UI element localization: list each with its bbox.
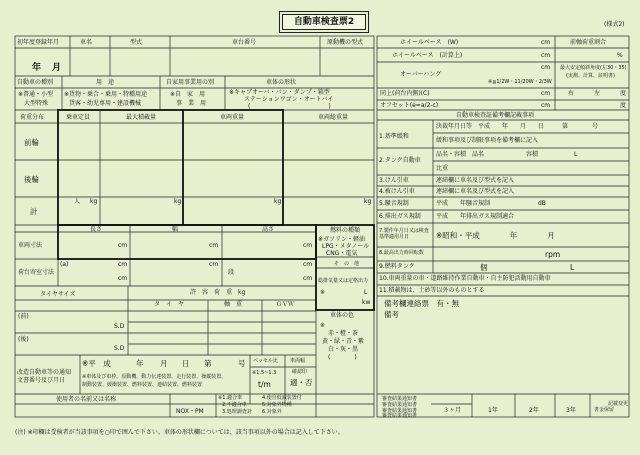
- modify-items-1: ※車体及び車枠、原動機、動力伝達装置、走行装置、操縦装置、: [82, 374, 227, 380]
- remark-1-line-1: 決裁年月日等 平成 年 月 日 第 号: [436, 123, 599, 130]
- user-name-label: 使用者の名前又は名称: [56, 396, 117, 403]
- remark-8-label: 8.最高出力時回転数: [379, 250, 424, 256]
- design-check-2[interactable]: 2.不適合車: [222, 402, 247, 408]
- business-option[interactable]: 事 業 用: [176, 100, 207, 107]
- overhang-cm: cm: [541, 64, 551, 71]
- cm-7: cm: [118, 275, 128, 282]
- vehicle-kind-label: 自動車の種別: [17, 79, 54, 86]
- wheelbase-label: ホイールベース (W): [400, 39, 459, 46]
- modify-dai: 第: [204, 359, 212, 368]
- cargo-dims-label: 荷台寄室寸法: [18, 269, 55, 276]
- axle-weight-label: 軸 重: [224, 301, 243, 308]
- modify-year: 年: [136, 359, 144, 368]
- kind-option-1[interactable]: ※普通・小型: [18, 91, 54, 98]
- remark-3-line-1: 連結欄に車名及び型式を記入: [436, 177, 515, 184]
- fuel-option-1[interactable]: ※ガソリン・軽油: [318, 236, 366, 243]
- period-1year: 1年: [488, 407, 498, 414]
- form-title: 自動車検査票2: [282, 14, 366, 30]
- modify-day: 日: [182, 359, 190, 368]
- private-option[interactable]: ※自 家 用: [170, 91, 206, 98]
- remark-9-line-1: 個 L: [480, 263, 575, 272]
- remark-2-label: 2.タンク自動車: [379, 157, 421, 164]
- sd-front: S.D: [114, 323, 125, 330]
- cm-5: cm: [209, 261, 219, 268]
- result-notice-4: 審査結果通知書: [382, 413, 418, 419]
- overhang-label: オーバーハング: [400, 71, 442, 78]
- engine-model-label: 原動機の型式: [327, 39, 364, 46]
- result-notice-3: 審査結果通知書: [382, 408, 418, 414]
- model-label: 型式: [130, 39, 143, 46]
- unit-kg-4: kg: [364, 198, 372, 205]
- front-tire-label: (前): [18, 313, 29, 320]
- remark-2-line-2: 比重: [436, 165, 449, 172]
- body-color-title: 車体の色: [330, 312, 355, 319]
- period-3months: ３ヶ月: [443, 407, 462, 414]
- tire-size-label: タイヤサイズ: [40, 291, 76, 298]
- remark-7-label: 7.製作年月日又は検査基準適用月日: [379, 228, 429, 240]
- a-label: (a): [60, 261, 69, 268]
- fuel-option-2[interactable]: LPG・メタノール: [322, 243, 370, 250]
- footer-note: (注) ※印欄は受検者が当該事項を○印で囲んで下さい。車体の形状欄については、該当事項以外の場合は記入して下さい。: [15, 429, 344, 436]
- load-distribution-label: 荷重分布: [20, 114, 45, 121]
- fuel-option-3[interactable]: CNG・電気: [326, 250, 358, 257]
- remarks-contact: 備考欄連絡票 有・無: [384, 299, 459, 308]
- remark-3-label: 3.けん引車: [379, 177, 409, 184]
- max-safe-angle: 最大安定傾斜角度(左30・35): [560, 65, 627, 71]
- exhaust-mark: ※: [320, 289, 326, 296]
- record-change-label: 記載変更: [608, 401, 629, 407]
- color-option-1[interactable]: 赤・橙・茶: [328, 330, 359, 337]
- remarks-bikou: 備考: [384, 310, 399, 319]
- color-mark: ※: [320, 322, 326, 329]
- modify-go: 号: [238, 359, 246, 368]
- height-label: 高さ: [262, 226, 275, 233]
- capacity-label: 乗車定員: [66, 114, 91, 121]
- offset-label: オフセット(e=a/2-c): [380, 102, 439, 109]
- angle-degree-1: 度: [620, 90, 627, 97]
- wheelbase-calc-cm: cm: [541, 52, 551, 59]
- modify-items-2: 制動装置、緩衝装置、燃料装置、連結装置、燃料装置: [82, 382, 203, 388]
- month-label: 月: [52, 63, 62, 73]
- first-registration-label: 初年度登録年月: [17, 39, 60, 46]
- body-shape-option-1[interactable]: ※キャブオーバ・バン・ダンプ・箱型: [229, 89, 330, 96]
- fuel-option-other[interactable]: そ の 他: [334, 261, 360, 267]
- remark-6-label: 6.排出ガス規制: [379, 213, 421, 220]
- bessel-label: ベッセル比: [253, 358, 279, 364]
- period-3years: 3年: [566, 407, 576, 414]
- remark-9-label: 9.燃料タンク: [379, 263, 415, 270]
- fuel-title: 燃料の種類: [330, 227, 361, 234]
- cm-6: cm: [303, 261, 313, 268]
- use-option-2[interactable]: 貨客・幼児専用・建設機械: [69, 100, 142, 107]
- use-option-1[interactable]: ※貨物・乗合・乗用・特種用途: [64, 91, 148, 98]
- unit-kg-2: kg: [174, 198, 182, 205]
- unit-l: L: [364, 289, 368, 296]
- remark-4-line-1: 連結欄に車名及び型式を記入: [436, 188, 515, 195]
- confirm-stamp-label: 確認印: [292, 369, 308, 375]
- design-check-6[interactable]: 6.対象外: [262, 409, 282, 415]
- cm-1: cm: [118, 242, 128, 249]
- private-business-label: 自家用事業用の別: [166, 79, 215, 86]
- nox-pm-label: NOX・PM: [176, 408, 204, 415]
- modify-era: ※平 成: [82, 359, 111, 368]
- bessel-unit: t/m: [258, 380, 271, 389]
- period-2years: 2年: [529, 407, 539, 414]
- pass-fail-label: 適・否: [290, 378, 313, 387]
- angle-left: 左: [594, 90, 601, 97]
- wheelbase-cm: cm: [541, 39, 551, 46]
- front-wheel-label: 前輪: [24, 138, 39, 147]
- body-shape-other[interactable]: ( ): [248, 103, 331, 110]
- tire-head-label: タ イ ヤ: [154, 301, 185, 308]
- design-check-5[interactable]: 5.対象外特種: [262, 402, 292, 408]
- sd-rear: S.D: [114, 345, 125, 352]
- length-label: 長さ: [90, 226, 103, 233]
- chassis-number-label: 車台番号: [232, 39, 257, 46]
- cm-4: cm: [118, 261, 128, 268]
- remark-6-line-1: 平成 年排出ガス規制適合: [436, 213, 515, 220]
- body-shape-label: 車体の形状: [266, 79, 297, 86]
- gross-weight-label: 車両総重量: [318, 114, 349, 121]
- vehicle-width-label: 車両幅: [290, 358, 306, 364]
- front-axle-rate-label: 前軸荷重割合: [570, 39, 607, 46]
- result-notice-1: 審査結果通知書: [382, 396, 418, 402]
- angle-degree-2: 度: [620, 102, 627, 109]
- unit-person: 人: [74, 198, 81, 205]
- cm-3: cm: [303, 242, 313, 249]
- design-check-4[interactable]: 4.使自低減装置付: [262, 395, 302, 401]
- cargo-inner-cm: cm: [541, 90, 551, 97]
- car-name-label: 車名: [80, 39, 93, 46]
- kind-option-2[interactable]: 大型特殊: [24, 100, 49, 107]
- cargo-inner-label: 同上(荷台内側)(C): [380, 90, 430, 97]
- design-check-3[interactable]: 3.処理調査対: [222, 409, 252, 415]
- exhaust-title: 総排気量又は定格出力: [318, 278, 369, 284]
- use-label: 用 途: [96, 79, 115, 86]
- percent-unit: %: [617, 52, 623, 59]
- remarks-title: 自動車検査証備考欄記載事項: [456, 112, 535, 119]
- dan-label: 段: [228, 269, 235, 276]
- modify-month: 月: [160, 359, 168, 368]
- color-option-2[interactable]: 黄・緑・青・紫: [322, 338, 365, 345]
- unit-kg-1: kg: [90, 198, 98, 205]
- color-option-other[interactable]: ( ): [328, 354, 357, 361]
- max-safe-method: (実測、計算、証明書): [566, 73, 615, 79]
- remark-1-line-2: 緩和事項及び制限事項を備考欄に記入: [436, 137, 539, 144]
- vehicle-weight-label: 車両重量: [220, 114, 245, 121]
- cm-2: cm: [209, 242, 219, 249]
- remark-8-line-1: rpm: [545, 250, 561, 259]
- vehicle-dims-label: 車両寸法: [18, 242, 43, 249]
- gvw-label: ＧＶＷ: [276, 301, 295, 308]
- unit-kw: kw: [362, 299, 371, 306]
- remark-4-label: 4.被けん引車: [379, 188, 415, 195]
- offset-cm: cm: [541, 102, 551, 109]
- fee-hold-label: 書金保留: [594, 407, 615, 413]
- overhang-note: ※≦1/2W・11/20W・2/3W: [488, 79, 552, 85]
- remark-7-line-1: ※昭和・平成 年 月: [436, 231, 555, 240]
- year-label: 年: [32, 63, 42, 73]
- cm-8: cm: [303, 275, 313, 282]
- permit-load-label: 許 容 荷 重 kg: [190, 289, 246, 296]
- result-notice-2: 審査結果通知書: [382, 402, 418, 408]
- remark-5-label: 5.騒音規制: [379, 200, 409, 207]
- angle-right: 右: [568, 90, 575, 97]
- unit-kg-3: kg: [274, 198, 282, 205]
- modify-label-1: 改造自動車等の通知: [17, 369, 72, 376]
- form-number: (様式2): [604, 21, 625, 28]
- remark-10-label: 10.車両重量の車・道路維持作業自動車・自主防犯活動用自動車: [379, 275, 551, 282]
- body-shape-option-2[interactable]: ステーションワゴン・オートバイ: [244, 96, 334, 103]
- remark-11-label: 11.積載物は、土砂等以外のものとする: [379, 287, 485, 294]
- rear-wheel-label: 後輪: [24, 175, 39, 184]
- design-check-1[interactable]: ※1.適合車: [218, 395, 242, 401]
- color-option-3[interactable]: 白・灰・黒: [328, 346, 359, 353]
- wheelbase-calc-label: ホイールベース (計算上): [392, 52, 463, 59]
- width-label: 幅: [172, 226, 179, 233]
- max-load-label: 最大積載量: [126, 114, 157, 121]
- total-label: 計: [30, 207, 38, 216]
- remark-1-label: 1.基準緩和: [379, 133, 409, 140]
- modify-label-2: 文書番号及び月日: [17, 377, 66, 384]
- rear-tire-label: (後): [18, 336, 29, 343]
- remark-2-line-1: 品名・容積 品名 容積 L: [436, 151, 578, 158]
- bessel-range: ※1.5~1.3: [252, 370, 277, 376]
- remark-5-line-1: 平成 年騒音規制 dB: [436, 200, 546, 207]
